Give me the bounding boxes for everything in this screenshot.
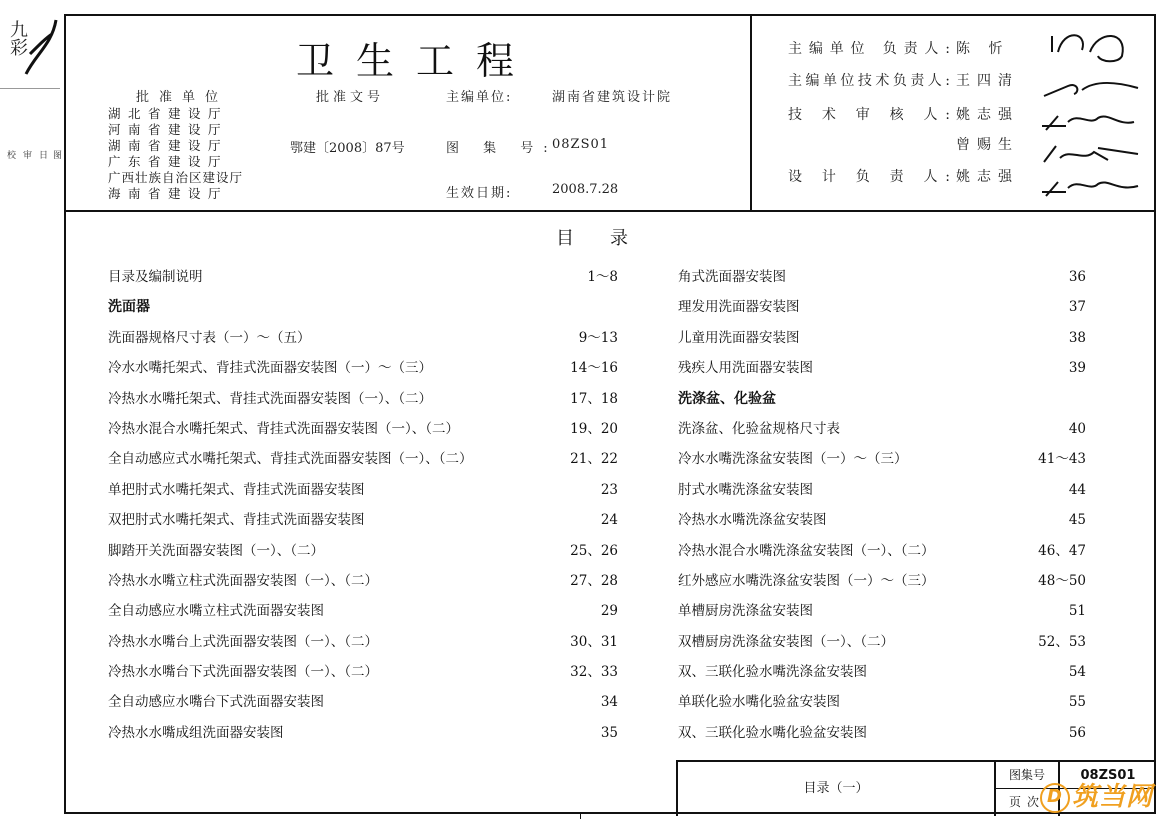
atlas-number-value: 08ZS01 [1060,762,1156,789]
toc-entry [108,536,618,566]
watermark-logo-icon: D [1040,783,1070,813]
responsible-row [788,166,1019,186]
toc-title: 目录 [556,228,664,249]
toc-entry-page: 46、47 [1038,542,1086,559]
toc-entry-title: 红外感应水嘴洗涤盆安装图（一）～（三） [678,572,935,589]
toc-entry [678,596,1086,626]
toc-entry-page: 1～8 [587,269,618,285]
toc-entry-title: 冷热水水嘴立柱式洗面器安装图（一）、（二） [108,572,378,589]
toc-entry [108,353,618,383]
toc-entry [108,444,618,474]
toc-entry-title: 双、三联化验水嘴化验盆安装图 [678,724,867,741]
toc-entry [678,262,1086,292]
toc-entry-page: 40 [1068,420,1086,437]
toc-entry-page: 27、28 [570,572,618,589]
toc-column-right [678,262,1086,748]
toc-entry-page: 9～13 [578,329,618,346]
page-title: 卫生工程 [296,39,537,83]
responsible-name: 姚志强 [956,107,1019,123]
toc-entry-page: 54 [1068,664,1086,681]
toc-entry-title: 冷热水混合水嘴洗涤盆安装图（一）、（二） [678,542,935,559]
toc-entry [678,566,1086,596]
toc-column-left [108,262,618,748]
page-number-label: 页次 [996,789,1060,816]
toc-entry-page: 52、53 [1038,633,1086,650]
toc-entry-title: 儿童用洗面器安装图 [678,329,800,346]
toc-entry [108,596,618,626]
toc-entry [108,384,618,414]
toc-entry [678,323,1086,353]
toc-entry [678,627,1086,657]
margin-label: 日 [37,150,47,159]
sheet-name: 目录（一） [678,762,996,816]
toc-entry [108,323,618,353]
toc-entry-title: 双槽厨房洗涤盆安装图（一）、（二） [678,633,894,650]
responsible-name: 曾赐生 [956,137,1019,153]
toc-section-heading [108,292,618,322]
toc-entry-page: 36 [1068,269,1086,285]
toc-entry [678,444,1086,474]
toc-entry-title: 单把肘式水嘴托架式、背挂式洗面器安装图 [108,481,365,498]
toc-entry-title: 肘式水嘴洗涤盆安装图 [678,481,813,498]
toc-entry [678,505,1086,535]
watermark-text: 筑当网 [1072,782,1154,812]
effective-date-label: 生效日期: [446,186,513,201]
margin-label: 审 [21,150,31,159]
toc-entry-title: 单槽厨房洗涤盆安装图 [678,603,813,620]
toc-entry-page: 19、20 [570,420,618,437]
chief-unit-label: 主编单位: [446,90,513,105]
toc-entry-page: 41～43 [1038,451,1086,468]
margin-divider [0,88,60,89]
responsible-row [788,104,1019,124]
toc-entry [108,505,618,535]
toc-entry-title: 洗涤盆、化验盆 [678,390,776,407]
responsible-name: 王四清 [956,73,1019,89]
responsible-row [788,134,1019,154]
toc-entry-title: 冷热水水嘴成组洗面器安装图 [108,724,284,741]
toc-entry-title: 冷热水水嘴托架式、背挂式洗面器安装图（一）、（二） [108,390,432,407]
toc-entry-page: 39 [1068,360,1086,377]
toc-entry [108,657,618,687]
responsible-name: 陈 忻 [956,41,1010,57]
toc-entry-page: 21、22 [570,451,618,468]
toc-entry-title: 冷热水水嘴台下式洗面器安装图（一）、（二） [108,664,378,681]
header-block [66,16,1154,212]
toc-entry [108,627,618,657]
toc-entry [108,262,618,292]
toc-entry-page: 37 [1068,299,1086,316]
toc-entry-page: 44 [1068,481,1086,498]
approval-unit: 湖北省建设厅 [108,106,229,121]
toc-entry-page: 38 [1068,329,1086,346]
approval-unit: 湖南省建设厅 [108,138,229,153]
toc-entry-title: 洗面器规格尺寸表（一）～（五） [108,329,311,346]
toc-entry-page: 45 [1068,512,1086,529]
toc-entry [678,718,1086,748]
approval-unit-label: 批准单位 [136,90,229,105]
drawing-frame [64,14,1156,814]
chief-unit-value: 湖南省建筑设计院 [552,90,673,105]
approval-doc-label: 批准文号 [316,90,385,105]
toc-entry [678,414,1086,444]
approval-unit: 广西壮族自治区建设厅 [108,170,244,185]
toc-entry-title: 角式洗面器安装图 [678,269,786,285]
toc-entry-title: 洗面器 [108,299,150,316]
toc-entry [678,687,1086,717]
toc-entry-page: 51 [1068,603,1086,620]
toc-entry-title: 冷热水水嘴台上式洗面器安装图（一）、（二） [108,633,378,650]
margin-signature-stroke-icon [22,14,62,84]
toc-entry-title: 冷水水嘴托架式、背挂式洗面器安装图（一）～（三） [108,360,432,377]
bottom-tick [580,814,581,819]
toc-entry [678,475,1086,505]
toc-entry-title: 洗涤盆、化验盆规格尺寸表 [678,420,840,437]
toc-entry-title: 冷水水嘴洗涤盆安装图（一）～（三） [678,451,908,468]
toc-entry [678,353,1086,383]
toc-entry-title: 单联化验水嘴化验盆安装图 [678,694,840,711]
toc-entry-title: 目录及编制说明 [108,269,203,285]
margin-signature: 九彩 [7,20,28,56]
toc-entry [108,566,618,596]
responsible-label: 设 计 负 责 人: [788,169,950,185]
approval-doc-value: 鄂建〔2008〕87号 [290,141,405,156]
margin-label: 图 [51,150,61,159]
toc-entry-page: 56 [1068,724,1086,741]
toc-entry-page: 48～50 [1038,572,1086,589]
toc-entry [108,475,618,505]
responsible-label: 主编单位技术负责人: [788,73,950,89]
binding-margin [0,0,60,230]
toc-section-heading [678,384,1086,414]
toc-entry-title: 冷热水混合水嘴托架式、背挂式洗面器安装图（一）、（二） [108,420,459,437]
toc-entry-title: 全自动感应水嘴立柱式洗面器安装图 [108,603,324,620]
toc-entry [108,414,618,444]
toc-entry-page: 24 [600,512,618,529]
header-divider [750,16,752,210]
atlas-no-label: 图 集 号: [446,141,558,156]
margin-label: 校 [5,150,15,159]
toc-entry-page: 32、33 [570,664,618,681]
toc-entry [678,657,1086,687]
toc-entry [108,718,618,748]
site-watermark [1040,776,1153,813]
toc-entry-title: 双把肘式水嘴托架式、背挂式洗面器安装图 [108,512,365,529]
toc-entry-title: 冷热水水嘴洗涤盆安装图 [678,512,827,529]
toc-entry-page: 23 [600,481,618,498]
approval-unit: 河南省建设厅 [108,122,229,137]
toc-entry [678,292,1086,322]
responsible-name: 姚志强 [956,169,1019,185]
approval-unit: 海南省建设厅 [108,186,229,201]
toc-entry-title: 残疾人用洗面器安装图 [678,360,813,377]
responsible-row [788,70,1019,90]
toc-entry-page: 25、26 [570,542,618,559]
approval-unit: 广东省建设厅 [108,154,229,169]
toc-entry [678,536,1086,566]
toc-entry-page: 55 [1068,694,1086,711]
toc-entry-title: 全自动感应水嘴台下式洗面器安装图 [108,694,324,711]
toc-entry-title: 双、三联化验水嘴洗涤盆安装图 [678,664,867,681]
atlas-number-label: 图集号 [996,762,1060,789]
toc-entry-page: 35 [600,724,618,741]
toc-entry-page: 34 [600,694,618,711]
toc-entry-page: 14～16 [570,360,618,377]
responsible-label: 主编单位 负责人: [788,41,950,57]
responsible-row [788,38,1009,58]
toc-entry-title: 脚踏开关洗面器安装图（一）、（二） [108,542,324,559]
toc-entry-page: 17、18 [570,390,618,407]
toc-entry-page: 30、31 [570,633,618,650]
toc-entry-title: 理发用洗面器安装图 [678,299,800,316]
responsible-label: 技 术 审 核 人: [788,107,950,123]
signatures-icon [1038,22,1148,202]
effective-date-value: 2008.7.28 [552,182,619,197]
toc-entry-title: 全自动感应式水嘴托架式、背挂式洗面器安装图（一）、（二） [108,451,473,468]
toc-entry-page: 29 [600,603,618,620]
toc-entry [108,687,618,717]
approval-unit-list [108,106,243,202]
atlas-no-value: 08ZS01 [552,137,610,152]
